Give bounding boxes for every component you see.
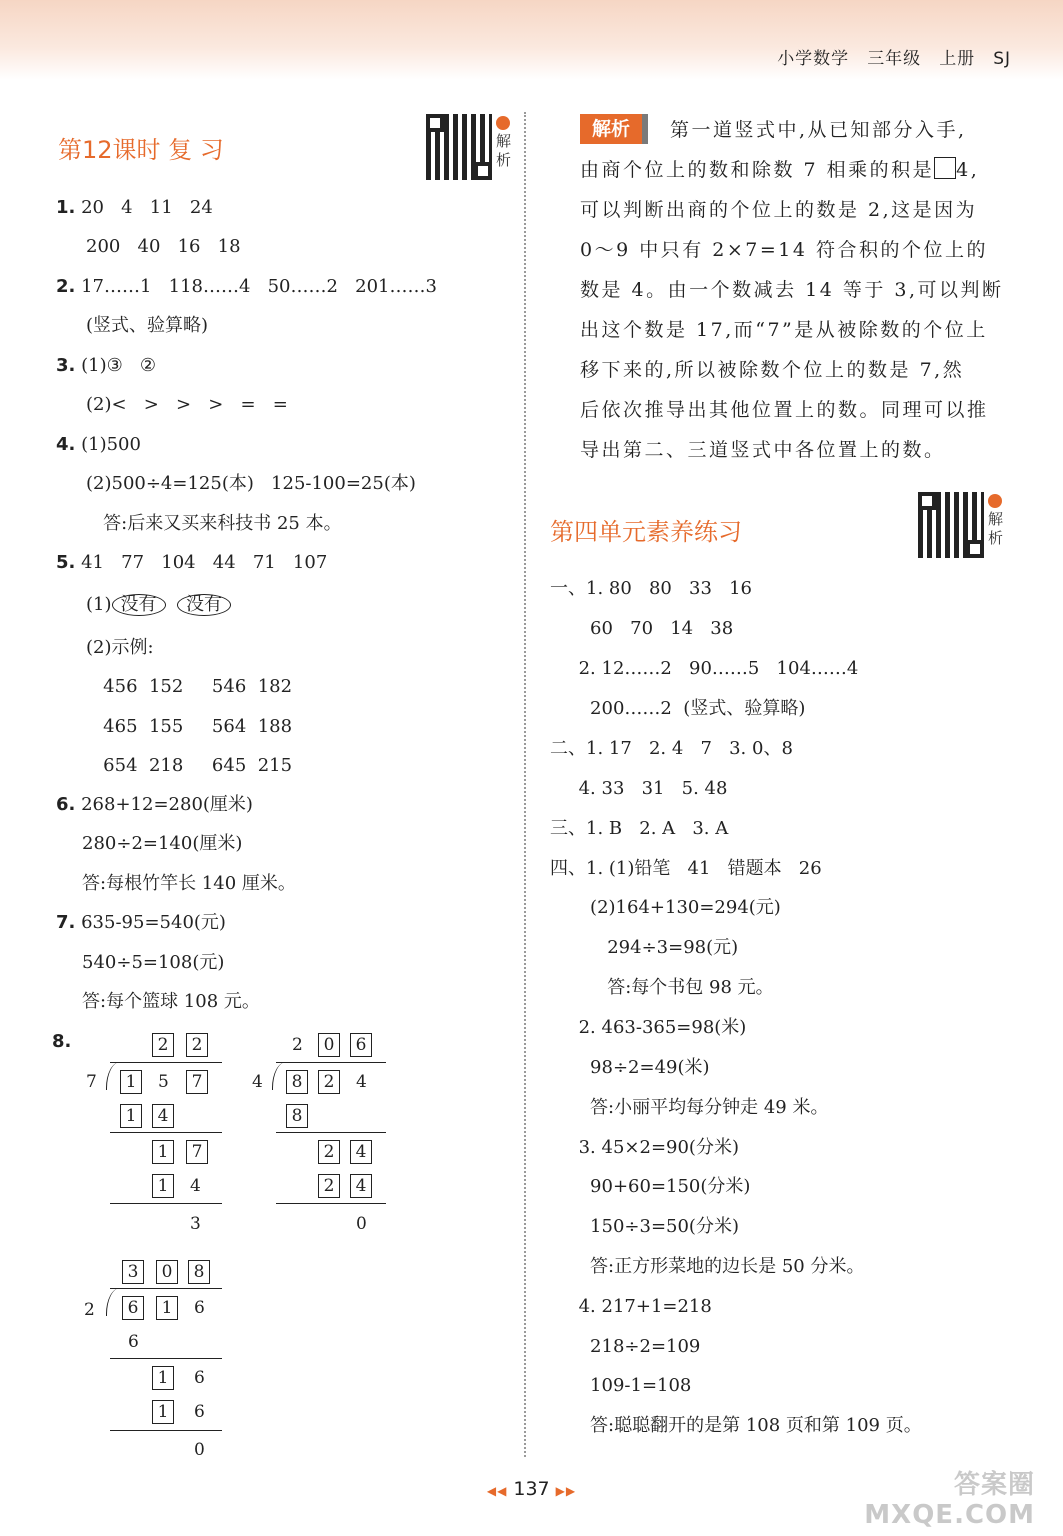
dividend-digit: 6 [194, 1298, 205, 1318]
product-digit: 4 [152, 1104, 174, 1128]
remainder-digit: 1 [152, 1366, 174, 1390]
final-remainder: 0 [356, 1214, 367, 1234]
dividend-digit: 6 [122, 1296, 144, 1320]
answer-line: 答:正方形菜地的边长是 50 分米。 [550, 1256, 865, 1277]
answer-line: 3. 45×2=90(分米) [550, 1137, 739, 1158]
answer-line: 4. 217+1=218 [550, 1296, 712, 1317]
analysis-text: 第一道竖式中,从已知部分入手, 由商个位上的数和除数 7 相乘的积是 4, 可以判断出商的个位上的数是 2,这是因为 0～9 中只有 2×7=14 符合积的个位上的 数是 4。由一个数减去 14 等于 3,可以判断 出这个数是 17,而“7”是从被除数的个位上 移下来的,所以被除数个位上的数是 7,然 后依次推导出其他位置上的数。同理可以推 导出第二、三道竖式中各位置上的数。 [580, 119, 1004, 461]
quotient-digit: 6 [350, 1033, 372, 1057]
subtraction-line [110, 1430, 222, 1431]
dividend-digit: 5 [158, 1072, 169, 1092]
quotient-digit: 8 [188, 1260, 210, 1284]
answer-line: 60 70 14 38 [550, 618, 734, 639]
subtraction-line [110, 1358, 222, 1359]
play-icon [988, 494, 1002, 508]
answer-line: 4. (1)500 [56, 434, 141, 455]
answer-line: 280÷2=140(厘米) [82, 833, 243, 854]
answer-line: 294÷3=98(元) [550, 937, 739, 958]
next-arrows-icon[interactable]: ▶▶ [555, 1484, 577, 1498]
answer-line: (1) 没有 没有 [86, 593, 231, 617]
answer-line: 654 218 645 215 [86, 755, 293, 776]
product-digit: 1 [152, 1400, 174, 1424]
divisor: 7 [86, 1072, 97, 1092]
blank-box [934, 157, 956, 179]
lesson-title: 第12课时 复 习 [58, 136, 224, 164]
product-digit: 2 [318, 1174, 340, 1198]
final-remainder: 0 [194, 1440, 205, 1460]
product-digit: 1 [152, 1174, 174, 1198]
answer-line: 一、1. 80 80 33 16 [550, 578, 753, 599]
quotient-digit: 2 [292, 1035, 303, 1055]
dividend-digit: 1 [120, 1070, 142, 1094]
book-header [759, 44, 1011, 69]
product-digit: 1 [120, 1104, 142, 1128]
answer-line: 90+60=150(分米) [550, 1176, 751, 1197]
answer-line: (2)示例: [86, 637, 154, 658]
answer-line: 2. 12……2 90……5 104……4 [550, 658, 859, 679]
answer-line: 1. 20 4 11 24 [56, 197, 213, 218]
dividend-digit: 4 [356, 1072, 367, 1092]
final-remainder: 3 [190, 1214, 201, 1234]
subject-label: 小学数学 [777, 49, 850, 69]
subtraction-line [110, 1132, 222, 1133]
answer-line: 2. 463-365=98(米) [550, 1017, 747, 1038]
dividend-digit: 7 [186, 1070, 208, 1094]
answer-line: 109-1=108 [550, 1375, 692, 1396]
answer-line: 6. 268+12=280(厘米) [56, 794, 253, 815]
answer-line: 答:小丽平均每分钟走 49 米。 [550, 1097, 829, 1118]
remainder-digit: 4 [350, 1140, 372, 1164]
answer-line: 8. [52, 1031, 72, 1052]
division-bracket [106, 1288, 121, 1316]
answer-line: 答:每个篮球 108 元。 [82, 991, 260, 1012]
quotient-digit: 2 [152, 1033, 174, 1057]
answer-line: 答:后来又买来科技书 25 本。 [86, 513, 342, 534]
unit-title: 第四单元素养练习 [550, 518, 742, 546]
answer-line: 150÷3=50(分米) [550, 1216, 739, 1237]
division-bar [110, 1062, 222, 1063]
answer-line: 2. 17……1 118……4 50……2 201……3 [56, 276, 437, 297]
answer-line: 答:每个书包 98 元。 [550, 977, 774, 998]
remainder-digit: 7 [186, 1140, 208, 1164]
answer-line: 465 155 564 188 [86, 716, 293, 737]
division-bracket [272, 1062, 287, 1090]
qr-label: 解 析 [496, 116, 514, 170]
quotient-digit: 0 [156, 1260, 178, 1284]
subtraction-line [110, 1203, 222, 1204]
answer-line: (2)500÷4=125(本) 125-100=25(本) [86, 473, 416, 494]
division-bar [276, 1062, 386, 1063]
answer-line: 7. 635-95=540(元) [56, 912, 226, 933]
answer-line: 200 40 16 18 [86, 236, 241, 257]
answer-line: 答:每根竹竿长 140 厘米。 [82, 873, 296, 894]
answer-line: 4. 33 31 5. 48 [550, 778, 728, 799]
answer-line: 540÷5=108(元) [82, 952, 225, 973]
quotient-digit: 0 [318, 1033, 340, 1057]
divisor: 4 [252, 1072, 263, 1092]
analysis-label: 解析 [580, 114, 648, 144]
division-bar [110, 1288, 222, 1289]
quotient-digit: 3 [122, 1260, 144, 1284]
division-bracket [106, 1062, 121, 1090]
grade-label: 三年级 [867, 49, 922, 69]
subtraction-line [276, 1203, 386, 1204]
answer-line: 218÷2=109 [550, 1336, 701, 1357]
dividend-digit: 2 [318, 1070, 340, 1094]
answer-line: 98÷2=49(米) [550, 1057, 710, 1078]
remainder-digit: 6 [194, 1368, 205, 1388]
answer-line: (2)< > > > = = [86, 394, 288, 415]
answer-line: 200……2 (竖式、验算略) [550, 698, 806, 719]
answer-line: 456 152 546 182 [86, 676, 293, 697]
answer-line: 二、1. 17 2. 4 7 3. 0、8 [550, 738, 793, 759]
product-digit: 6 [194, 1402, 205, 1422]
qr-label: 解 析 [988, 494, 1006, 548]
divisor: 2 [84, 1300, 95, 1320]
answer-line: (2)164+130=294(元) [550, 897, 781, 918]
answer-line: 5. 41 77 104 44 71 107 [56, 552, 328, 573]
subtraction-line [276, 1132, 386, 1133]
prev-arrows-icon[interactable]: ◀◀ [486, 1484, 508, 1498]
remainder-digit: 1 [152, 1140, 174, 1164]
volume-label: 上册 [939, 49, 976, 69]
answer-line: 3. (1)③ ② [56, 355, 157, 376]
dividend-digit: 8 [286, 1070, 308, 1094]
play-icon [496, 116, 510, 130]
answer-line: 三、1. B 2. A 3. A [550, 818, 729, 839]
product-digit: 4 [350, 1174, 372, 1198]
product-digit: 4 [190, 1176, 201, 1196]
edition-label: SJ [993, 49, 1011, 69]
answer-line: 答:聪聪翻开的是第 108 页和第 109 页。 [550, 1415, 922, 1436]
circled-answer: 没有 [177, 594, 231, 616]
qr-code-icon[interactable] [426, 114, 492, 180]
page-number: 137 [513, 1478, 550, 1500]
quotient-digit: 2 [186, 1033, 208, 1057]
column-divider [524, 112, 526, 1457]
watermark: 答案圈 MXQE.COM [864, 1470, 1035, 1530]
dividend-digit: 1 [156, 1296, 178, 1320]
product-digit: 8 [286, 1104, 308, 1128]
answer-line: 四、1. (1)铅笔 41 错题本 26 [550, 858, 822, 879]
circled-answer: 没有 [112, 594, 166, 616]
answer-line: (竖式、验算略) [86, 315, 209, 336]
product-digit: 6 [128, 1332, 139, 1352]
remainder-digit: 2 [318, 1140, 340, 1164]
qr-code-icon[interactable] [918, 492, 984, 558]
